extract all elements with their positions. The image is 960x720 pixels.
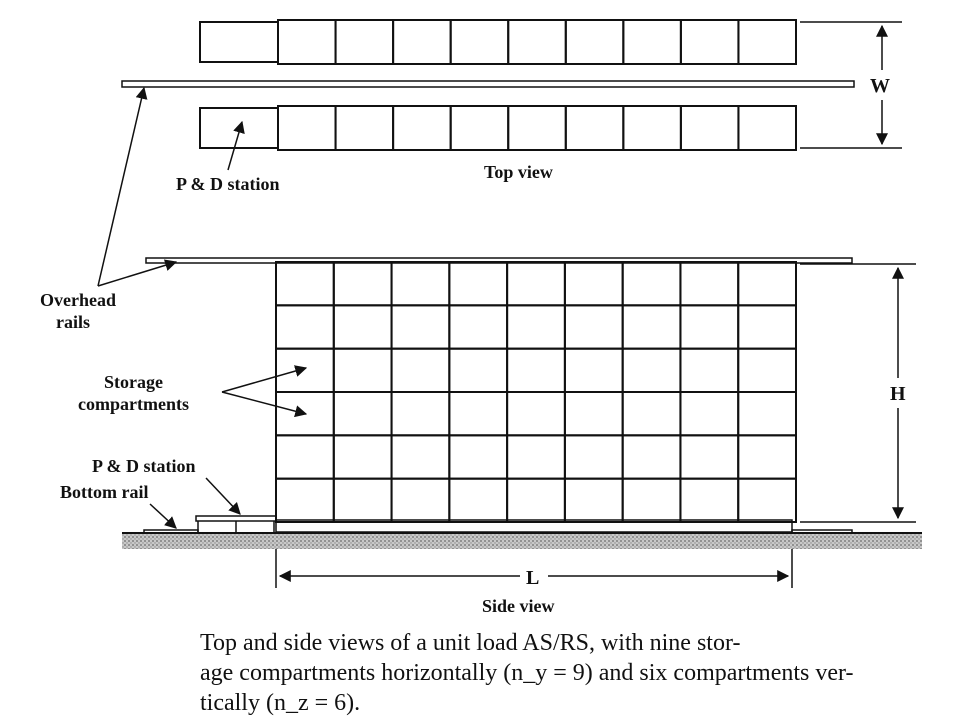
top-upper-compartment	[336, 20, 394, 64]
storage-compartment	[392, 435, 450, 478]
storage-compartment	[565, 262, 623, 305]
overhead-rail-top	[122, 81, 854, 87]
top-upper-compartment	[681, 20, 739, 64]
storage-compartment	[334, 305, 392, 348]
storage-compartment	[507, 262, 565, 305]
storage-compartment	[738, 435, 796, 478]
storage-compartment	[565, 479, 623, 522]
caption-line-3: tically (n_z = 6).	[200, 690, 361, 716]
top-upper-compartment	[278, 20, 336, 64]
storage-compartment	[507, 392, 565, 435]
top-upper-compartment	[566, 20, 624, 64]
storage-compartment	[449, 305, 507, 348]
pd-station-side-pointer	[206, 478, 240, 514]
bottom-rail-pointer	[150, 504, 176, 528]
storage-compartment	[392, 349, 450, 392]
storage-compartment	[392, 305, 450, 348]
top-rack-lower	[200, 106, 796, 150]
storage-compartment	[276, 349, 334, 392]
pd-station-block-upper	[200, 22, 278, 62]
overhead-rails-label-line2: rails	[56, 312, 90, 332]
storage-compartment	[738, 305, 796, 348]
storage-compartment	[680, 305, 738, 348]
storage-compartment	[449, 479, 507, 522]
pd-station-block-lower	[200, 108, 278, 148]
storage-compartment	[623, 262, 681, 305]
storage-compartment	[392, 262, 450, 305]
storage-compartment	[334, 435, 392, 478]
top-lower-compartment	[566, 106, 624, 150]
storage-compartment	[507, 305, 565, 348]
figure-caption	[200, 628, 940, 718]
storage-compartment	[680, 479, 738, 522]
storage-compartment	[623, 479, 681, 522]
storage-grid	[276, 262, 796, 522]
bottom-rail-label: Bottom rail	[60, 482, 149, 502]
caption-line-1: Top and side views of a unit load AS/RS, with nine stor-	[200, 630, 741, 656]
side-view-label: Side view	[482, 596, 555, 616]
top-lower-compartment	[278, 106, 336, 150]
ground	[122, 533, 922, 549]
storage-compartment	[738, 392, 796, 435]
storage-compartment	[565, 349, 623, 392]
overhead-rails-pointer-top	[98, 88, 144, 286]
top-lower-compartment	[336, 106, 394, 150]
top-lower-compartment	[623, 106, 681, 150]
storage-compartment	[680, 392, 738, 435]
storage-compartment	[738, 262, 796, 305]
storage-compartments-pointer-1	[222, 368, 306, 392]
storage-compartment	[276, 479, 334, 522]
storage-compartment	[680, 262, 738, 305]
overhead-rails-label-line1: Overhead	[40, 290, 116, 310]
storage-compartment	[507, 435, 565, 478]
top-view-label: Top view	[484, 162, 553, 182]
pd-station-side-label: P & D station	[92, 456, 196, 476]
top-lower-compartment	[738, 106, 796, 150]
top-upper-compartment	[623, 20, 681, 64]
top-upper-compartment	[738, 20, 796, 64]
storage-compartment	[680, 435, 738, 478]
storage-compartment	[623, 305, 681, 348]
pd-station-top-label: P & D station	[176, 174, 280, 194]
storage-compartment	[565, 392, 623, 435]
top-lower-compartment	[451, 106, 509, 150]
storage-compartment	[738, 479, 796, 522]
storage-compartment	[449, 262, 507, 305]
storage-compartment	[449, 435, 507, 478]
top-upper-compartment	[508, 20, 566, 64]
storage-compartment	[334, 262, 392, 305]
storage-compartment	[507, 349, 565, 392]
top-lower-compartment	[508, 106, 566, 150]
w-label: W	[870, 75, 890, 97]
storage-compartment	[449, 392, 507, 435]
storage-compartment	[623, 349, 681, 392]
storage-compartments-label-line1: Storage	[104, 372, 163, 392]
storage-compartment	[276, 435, 334, 478]
storage-compartment	[738, 349, 796, 392]
storage-compartment	[334, 392, 392, 435]
top-upper-compartment	[451, 20, 509, 64]
top-upper-compartment	[393, 20, 451, 64]
storage-compartment	[565, 435, 623, 478]
storage-compartment	[623, 392, 681, 435]
storage-compartment	[334, 349, 392, 392]
top-lower-compartment	[681, 106, 739, 150]
storage-compartment	[623, 435, 681, 478]
storage-compartment	[334, 479, 392, 522]
pd-station-top-pointer	[228, 122, 242, 170]
top-rack-upper	[200, 20, 796, 64]
overhead-rails-pointer-side	[98, 262, 176, 286]
storage-compartments-pointer-2	[222, 392, 306, 414]
l-label: L	[526, 567, 540, 589]
storage-compartment	[449, 349, 507, 392]
storage-compartment	[565, 305, 623, 348]
storage-compartment	[276, 262, 334, 305]
storage-compartment	[680, 349, 738, 392]
storage-compartment	[276, 305, 334, 348]
storage-compartments-label-line2: compartments	[78, 394, 189, 414]
storage-compartment	[392, 479, 450, 522]
top-lower-compartment	[393, 106, 451, 150]
caption-line-2: age compartments horizontally (n_y = 9) and six compartments ver-	[200, 660, 854, 686]
storage-compartment	[507, 479, 565, 522]
pd-station-side	[196, 516, 276, 532]
storage-compartment	[392, 392, 450, 435]
h-label: H	[890, 383, 906, 405]
